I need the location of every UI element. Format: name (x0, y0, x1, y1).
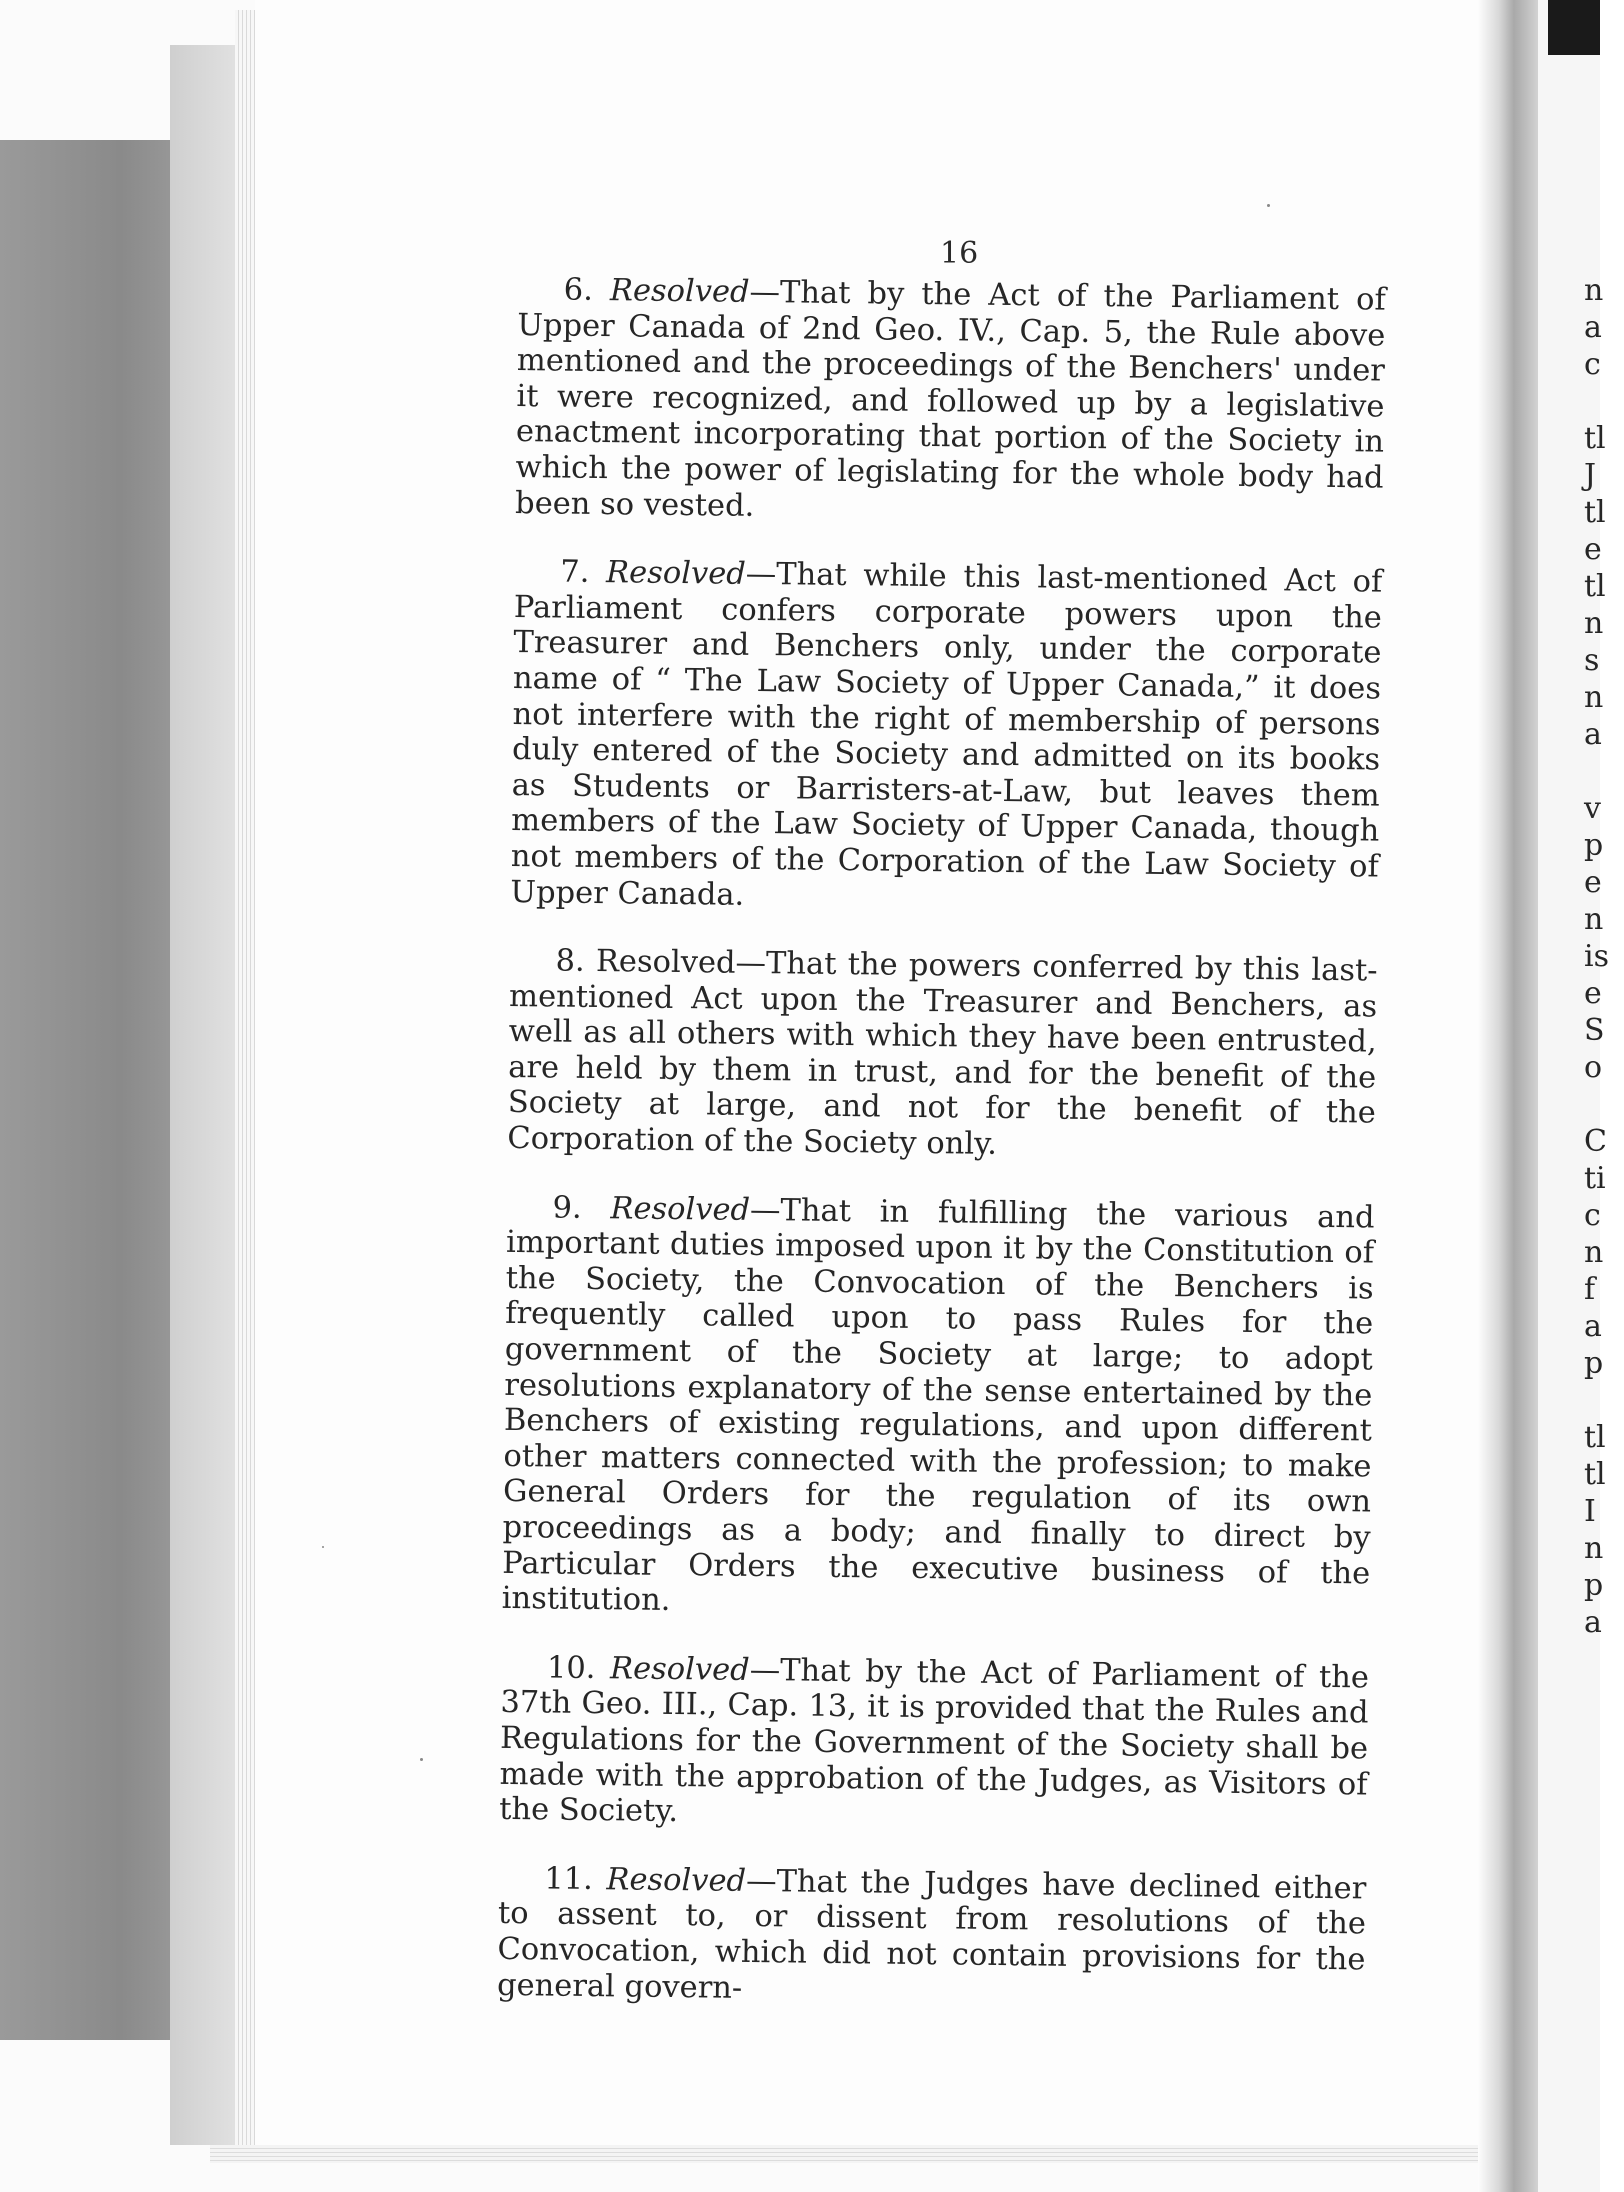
resolution-number: 6. (563, 272, 594, 308)
facing-page-line: a (1584, 717, 1602, 752)
facing-page-line: p (1584, 828, 1604, 863)
facing-page-line: p (1584, 1346, 1604, 1381)
facing-page-line: s (1584, 643, 1600, 678)
resolution-10 (499, 1650, 1369, 1839)
facing-page-line (1584, 1382, 1624, 1419)
resolution-lead: Resolved (595, 944, 736, 981)
resolution-text: —That the powers conferred by this last-mentioned Act upon the Treasurer and Benchers, as well as all others with which they have been entrusted, are held by them in trust, and for the benefit of the Society at large, and not for the benefit of the Corporation of the Society only. (507, 945, 1378, 1162)
facing-page-line: e (1584, 976, 1602, 1011)
resolution-number: 9. (552, 1190, 582, 1226)
resolution-number: 7. (560, 554, 590, 591)
dust-speck (420, 1758, 423, 1761)
facing-page-line: tl (1584, 1420, 1606, 1455)
facing-page-line: S (1584, 1013, 1605, 1048)
facing-page-line: e (1584, 865, 1602, 900)
facing-page-line: n (1584, 606, 1604, 641)
resolution-lead: Resolved (605, 555, 746, 592)
facing-page-text (1584, 272, 1624, 1641)
facing-page-line: C (1584, 1124, 1607, 1159)
resolution-8 (507, 943, 1378, 1167)
document-body (496, 272, 1385, 2047)
facing-page-line (1584, 753, 1624, 790)
resolution-lead: Resolved (606, 1861, 747, 1899)
facing-page-line: c (1584, 347, 1601, 382)
facing-page-line: tl (1584, 421, 1606, 456)
resolution-lead: Resolved (609, 273, 750, 310)
resolution-6 (515, 272, 1386, 532)
facing-page-line: n (1584, 902, 1604, 937)
facing-page-line: n (1584, 1235, 1604, 1270)
resolution-lead: Resolved (610, 1190, 751, 1228)
resolution-text: —That the Judges have declined either to assent to, or dissent from resolutions of the Convocation, which did not contain provisions for the general govern- (496, 1863, 1367, 2006)
page-bottom-edge (210, 2145, 1510, 2163)
resolution-number: 10. (546, 1650, 596, 1686)
facing-page-line: tl (1584, 495, 1606, 530)
resolution-lead: Resolved (609, 1651, 750, 1688)
dust-speck (322, 1546, 324, 1548)
facing-page-line: n (1584, 680, 1604, 715)
facing-page-line: a (1584, 310, 1602, 345)
facing-page-line: c (1584, 1198, 1601, 1233)
resolution-text: —That by the Act of Parliament of the 37th Geo. III., Cap. 13, it is provided that the Rules and Regulations for the Government of the Society shall be made with the approbation of the Judges, as Visitors of the Society. (499, 1652, 1370, 1830)
facing-page-line: J (1584, 458, 1597, 493)
page-stack-edge (235, 10, 255, 2160)
facing-page-line (1584, 383, 1624, 420)
facing-page-line: v (1584, 791, 1601, 826)
resolution-7 (510, 554, 1382, 921)
resolution-text: —That in fulfilling the various and important duties imposed upon it by the Constitution of the Society, the Convocation of the Benchers is frequently called upon to pass Rules for the government of the Society at large; to adopt resolutions explanatory of the sense entertained by the Benchers of existing regulations, and upon different other matters connected with the profession; to make General Orders for the regulation of its own proceedings as a body; and finally to direct by Particular Orders the executive business of the institution. (501, 1192, 1375, 1619)
facing-page-line (1584, 1086, 1624, 1123)
facing-page-line: f (1584, 1272, 1596, 1307)
facing-page-line: is (1584, 939, 1609, 974)
page-number: 16 (940, 236, 979, 271)
facing-page-line: ti (1584, 1161, 1606, 1196)
facing-page-line: n (1584, 1531, 1604, 1566)
dust-speck (1267, 204, 1270, 207)
facing-page-line: tl (1584, 569, 1606, 604)
book-gutter (1478, 0, 1538, 2192)
facing-page-line: n (1584, 273, 1604, 308)
resolution-number: 8. (555, 943, 585, 979)
facing-page-line: tl (1584, 1457, 1606, 1492)
facing-page-line: o (1584, 1050, 1603, 1085)
facing-page-line: I (1584, 1494, 1596, 1529)
facing-page-line: p (1584, 1568, 1604, 1603)
resolution-9 (502, 1190, 1375, 1628)
facing-page-line: a (1584, 1309, 1602, 1344)
resolution-text: —That by the Act of the Parliament of Upper Canada of 2nd Geo. IV., Cap. 5, the Rule above mentioned and the proceedings of the Benchers' under it were recognized, and followed up by a legislative enactment incorporating that portion of the Society in which the power of legislating for the whole body had been so vested. (514, 274, 1386, 524)
scan-top-corner (1548, 0, 1600, 55)
resolution-11 (497, 1861, 1367, 2014)
facing-page-line: a (1584, 1605, 1602, 1640)
facing-page-line: e (1584, 532, 1602, 567)
resolution-text: —That while this last-mentioned Act of Parliament confers corporate powers upon the Treasurer and Benchers only, under the corporate name of “ The Law Society of Upper Canada,” it does not interfere with the right of membership of persons duly entered of the Society and admitted on its books as Students or Barristers-at-Law, but leaves them members of the Law Society of Upper Canada, though not members of the Corporation of the Law Society of Upper Canada. (510, 556, 1383, 913)
resolution-number: 11. (544, 1861, 594, 1897)
